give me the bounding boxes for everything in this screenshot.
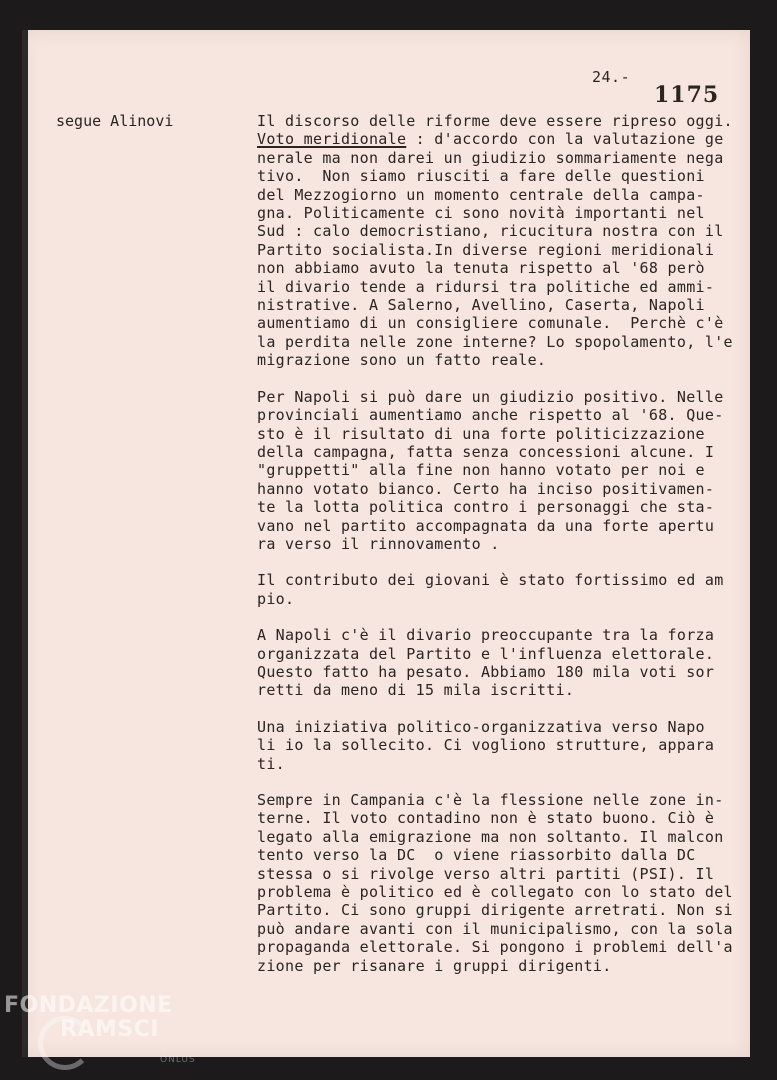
archive-watermark [4,993,196,1065]
text-line: sto è il risultato di una forte politicizzazione [257,424,705,443]
text-line: del Mezzogiorno un momento centrale della campa- [257,185,705,204]
text-line: Per Napoli si può dare un giudizio positivo. Nelle [257,387,724,406]
text-line: A Napoli c'è il divario preoccupante tra la forza [257,626,715,645]
text-line: vano nel partito accompagnata da una forte apertu [257,516,715,535]
text-line: legato alla emigrazione ma non soltanto. Il malcon [257,827,724,846]
section-heading: Voto meridionale [257,130,407,149]
paragraph [257,791,742,975]
text-line: Il contributo dei giovani è stato fortissimo ed am [257,571,724,590]
watermark-line-1: FONDAZIONE [4,993,173,1018]
text-line: nistrative. A Salerno, Avellino, Caserta, Napoli [257,296,705,315]
text-line: organizzata del Partito e l'influenza elettorale. [257,644,715,663]
text-line: Questo fatto ha pesato. Abbiamo 180 mila voti sor [257,662,715,681]
text-line: tento verso la DC o viene riassorbito dalla DC [257,846,696,865]
text-line: pio. [257,589,295,608]
document-body [257,112,742,993]
paragraph [257,626,742,700]
text-line: migrazione sono un fatto reale. [257,351,547,370]
text-line-with-heading [257,130,742,148]
text-fragment: : d'accordo con la valutazione ge [406,130,724,149]
text-line: problema è politico ed è collegato con lo stato del [257,883,733,902]
paragraph [257,388,742,554]
text-line: nerale ma non darei un giudizio sommariamente nega [257,148,724,167]
watermark-line-3: ONLUS [160,1055,196,1065]
speaker-label: segue Alinovi [56,112,174,130]
archive-number: 1175 [654,82,720,108]
text-line: Sempre in Campania c'è la flessione nelle zone in- [257,791,724,809]
text-line: aumentiamo di un consigliere comunale. Perchè c'è [257,314,724,333]
text-line: Partito socialista.In diverse regioni meridionali [257,240,715,259]
paragraph [257,571,742,608]
text-line: retti da meno di 15 mila iscritti. [257,681,575,700]
page-edge-shadow [22,30,28,1057]
paragraph [257,112,742,370]
watermark-line-2: RAMSCI [60,1017,160,1042]
text-line: propaganda elettorale. Si pongono i problemi dell'a [257,938,733,957]
text-line: "gruppetti" alla fine non hanno votato per noi e [257,461,705,480]
text-line: zione per risanare i gruppi dirigenti. [257,956,612,975]
document-page [22,30,750,1057]
page-number: 24.- [592,68,631,86]
text-line: gna. Politicamente ci sono novità importanti nel [257,204,705,223]
text-line: il divario tende a ridursi tra politiche ed ammi- [257,277,715,296]
text-line: della campagna, fatta senza concessioni alcune. I [257,442,715,461]
text-line: può andare avanti con il municipalismo, con la sola [257,919,733,938]
text-line: tivo. Non siamo riusciti a fare delle questioni [257,167,705,186]
text-line: terne. Il voto contadino non è stato buono. Ciò è [257,809,715,828]
text-line: Il discorso delle riforme deve essere ripreso oggi. [257,112,733,130]
text-line: li io la sollecito. Ci vogliono strutture, appara [257,736,715,755]
text-line: Sud : calo democristiano, ricucitura nostra con il [257,222,724,241]
text-line: stessa o si rivolge verso altri partiti (PSI). Il [257,864,715,883]
text-line: ti. [257,754,285,773]
watermark-g-logo-icon [38,1016,92,1070]
text-line: Partito. Ci sono gruppi dirigente arretrati. Non si [257,901,733,920]
text-line: provinciali aumentiamo anche rispetto al '68. Que- [257,406,724,425]
paragraph [257,718,742,773]
text-line: hanno votato bianco. Certo ha inciso positivamen- [257,479,715,498]
text-line: la perdita nelle zone interne? Lo spopolamento, l'e [257,332,733,351]
text-line: non abbiamo avuto la tenuta rispetto al '68 però [257,259,705,278]
text-line: ra verso il rinnovamento . [257,534,500,553]
text-line: Una iniziativa politico-organizzativa verso Napo [257,717,705,736]
text-line: te la lotta politica contro i personaggi che sta- [257,498,715,517]
